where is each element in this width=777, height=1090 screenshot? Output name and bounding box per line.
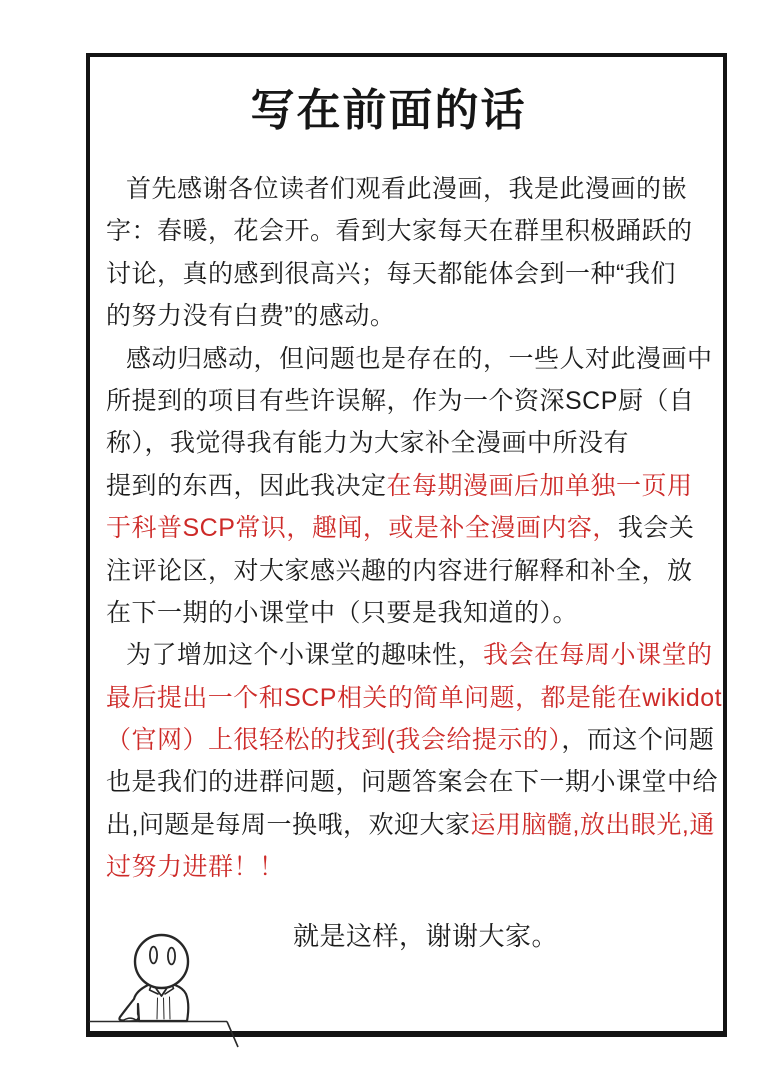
paragraph-line — [106, 634, 722, 676]
text-segment: 的努力没有白费”的感动。 — [106, 302, 396, 331]
intro-text — [106, 168, 722, 889]
paragraph-line — [106, 761, 722, 803]
paragraph-line — [106, 253, 722, 295]
mascot-character-drawing — [86, 924, 256, 1054]
paragraph-line — [106, 295, 722, 337]
text-segment: 最后提出一个和SCP相关的简单问题，都是能在wikidot — [106, 683, 723, 712]
paragraph-line — [106, 719, 722, 761]
paragraph-line — [106, 465, 722, 507]
paragraph-line — [106, 846, 722, 888]
text-segment: 为了增加这个小课堂的趣味性， — [126, 641, 484, 670]
paragraph-line — [106, 507, 722, 549]
text-segment: 我会在每周小课堂的 — [483, 641, 713, 670]
closing-line: 就是这样，谢谢大家。 — [293, 921, 559, 951]
paragraph-line — [106, 168, 722, 210]
paragraph-line — [106, 592, 722, 634]
text-segment: 感动归感动，但问题也是存在的，一些人对此漫画中 — [126, 344, 713, 373]
text-segment: ，而这个问题 — [561, 726, 715, 755]
paragraph-line — [106, 677, 722, 719]
paragraph-line — [106, 338, 722, 380]
paragraph-line — [106, 422, 722, 464]
text-segment: 在下一期的小课堂中（只要是我知道的）。 — [106, 598, 579, 627]
text-segment: 在每期漫画后加单独一页用 — [386, 471, 693, 500]
text-segment: 我会关 — [617, 514, 695, 543]
text-segment: 提到的东西，因此我决定 — [106, 471, 387, 500]
text-segment: 运用脑髓,放出眼光,通 — [470, 810, 715, 839]
paragraph-line — [106, 380, 722, 422]
mascot-head — [135, 935, 188, 988]
text-segment: 称），我觉得我有能力为大家补全漫画中所没有 — [106, 429, 630, 458]
text-segment: 过努力进群！！ — [106, 853, 285, 882]
paragraph-line — [106, 804, 722, 846]
desk-line — [89, 1022, 238, 1048]
text-segment: 所提到的项目有些许误解，作为一个资深SCP厨（自 — [106, 386, 695, 415]
left-eye — [150, 947, 157, 964]
text-segment: 于科普SCP常识，趣闻，或是补全漫画内容， — [106, 514, 618, 543]
text-segment: 注评论区，对大家感兴趣的内容进行解释和补全，放 — [106, 556, 693, 585]
paragraph-line — [106, 210, 722, 252]
paragraph-line — [106, 550, 722, 592]
page-title: 写在前面的话 — [250, 86, 527, 135]
text-segment: （官网）上很轻松的找到(我会给提示的） — [106, 726, 562, 755]
text-segment: 出,问题是每周一换哦，欢迎大家 — [106, 810, 471, 839]
text-segment: 讨论，真的感到很高兴；每天都能体会到一种“我们 — [106, 259, 676, 288]
right-eye — [168, 948, 175, 965]
text-segment: 字：春暖，花会开。看到大家每天在群里积极踊跃的 — [106, 217, 693, 246]
text-segment: 首先感谢各位读者们观看此漫画，我是此漫画的嵌 — [126, 175, 688, 203]
text-segment: 也是我们的进群问题，问题答案会在下一期小课堂中给 — [106, 768, 719, 797]
